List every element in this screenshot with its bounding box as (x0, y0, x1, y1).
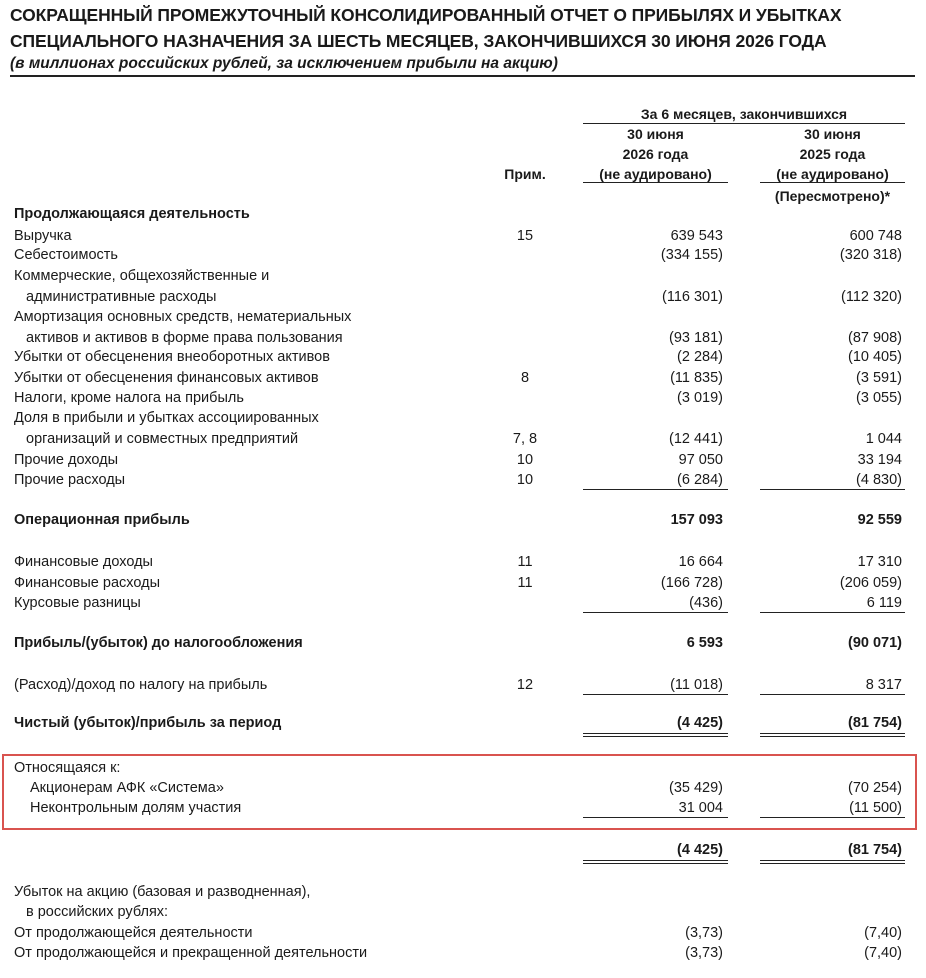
value-2026: (436) (689, 595, 723, 611)
value-2026: (4 425) (677, 842, 723, 858)
value-2026: 97 050 (678, 452, 723, 468)
row-label: Налоги, кроме налога на прибыль (14, 390, 244, 406)
row-label: Себестоимость (14, 247, 118, 263)
table-row (0, 882, 926, 902)
row-note: 11 (517, 575, 533, 591)
column-2025-underline (760, 182, 905, 183)
column-2026-status: (не аудировано) (599, 166, 712, 182)
total-row-attribution (0, 840, 926, 860)
value-2026: (166 728) (660, 575, 723, 591)
value-2026: 6 593 (686, 635, 723, 651)
value-2025: (81 754) (847, 842, 902, 858)
row-label: Коммерческие, общехозяйственные и (14, 268, 270, 284)
subtotal-rule (760, 694, 905, 695)
row-note: 10 (516, 472, 534, 488)
value-2026: (93 181) (668, 330, 723, 346)
table-row (0, 328, 926, 348)
subtotal-rule (760, 489, 905, 490)
value-2026: 157 093 (670, 512, 723, 528)
table-row (0, 266, 926, 286)
double-rule (583, 736, 728, 737)
double-rule (760, 863, 905, 864)
column-2025-date: 30 июня (804, 126, 861, 142)
column-header-2025 (760, 124, 905, 184)
row-label: Неконтрольным долям участия (30, 800, 242, 816)
row-label: Курсовые разницы (14, 595, 141, 611)
value-2025: 600 748 (849, 228, 902, 244)
total-row-profit-before-tax (0, 633, 926, 653)
value-2025: 1 044 (865, 431, 902, 447)
report-subtitle: (в миллионах российских рублей, за исключением прибыли на акцию) (10, 55, 558, 72)
table-row (0, 226, 926, 246)
value-2026: 16 664 (678, 554, 723, 570)
total-row-operating-profit (0, 510, 926, 530)
subtotal-rule (760, 612, 905, 613)
table-row (0, 798, 926, 818)
row-note: 11 (517, 554, 533, 570)
value-2025: (11 500) (849, 800, 902, 816)
row-label: Прибыль/(убыток) до налогообложения (14, 635, 303, 651)
title-divider (10, 75, 915, 77)
subtotal-rule (583, 489, 728, 490)
row-label: Выручка (14, 228, 72, 244)
value-2026: (35 429) (668, 780, 723, 796)
value-2026: (11 018) (670, 677, 723, 693)
value-2025: 33 194 (857, 452, 902, 468)
section-heading-continuing (0, 204, 926, 224)
row-label: Прочие доходы (14, 452, 119, 468)
value-2025: 17 310 (857, 554, 902, 570)
value-2026: (116 301) (662, 289, 723, 305)
value-2026: (11 835) (670, 370, 723, 386)
value-2026: 639 543 (670, 228, 723, 244)
value-2025: (7,40) (864, 925, 902, 941)
column-header-2026 (583, 124, 728, 184)
row-note: 15 (516, 228, 534, 244)
value-2026: (3,73) (685, 925, 723, 941)
table-row (0, 287, 926, 307)
column-2025-year: 2025 года (799, 146, 866, 162)
subtotal-rule (583, 694, 728, 695)
row-label: Относящаяся к: (14, 760, 121, 776)
table-row (0, 429, 926, 449)
row-note: 12 (516, 677, 534, 693)
row-note: 7, 8 (512, 431, 538, 447)
double-rule (583, 860, 728, 861)
row-label: активов и активов в форме права пользования (26, 330, 343, 346)
row-label: организаций и совместных предприятий (26, 431, 299, 447)
value-2025: (81 754) (847, 715, 902, 731)
row-label: административные расходы (26, 289, 217, 305)
double-rule (583, 733, 728, 734)
value-2025: (3 591) (856, 370, 902, 386)
table-row (0, 758, 926, 778)
column-2025-status: (не аудировано) (776, 166, 889, 182)
table-row (0, 923, 926, 943)
column-2026-year: 2026 года (622, 146, 689, 162)
value-2026: (6 284) (677, 472, 723, 488)
row-label: Чистый (убыток)/прибыль за период (14, 715, 282, 731)
row-label: Прочие расходы (14, 472, 126, 488)
row-note: 8 (520, 370, 530, 386)
row-note: 10 (516, 452, 534, 468)
value-2025: (3 055) (856, 390, 902, 406)
row-label: (Расход)/доход по налогу на прибыль (14, 677, 268, 693)
value-2025: (4 830) (856, 472, 902, 488)
double-rule (583, 863, 728, 864)
subtotal-rule (760, 817, 905, 818)
value-2025: 6 119 (866, 595, 902, 611)
value-2026: (334 155) (660, 247, 723, 263)
value-2026: (4 425) (677, 715, 723, 731)
table-row (0, 388, 926, 408)
period-header: За 6 месяцев, закончившихся (640, 106, 848, 122)
title-line-2: СПЕЦИАЛЬНОГО НАЗНАЧЕНИЯ ЗА ШЕСТЬ МЕСЯЦЕВ, ЗАКОНЧИВШИХСЯ 30 ИЮНЯ 2026 ГОДА (10, 31, 827, 51)
column-2026-date: 30 июня (627, 126, 684, 142)
value-2026: (3,73) (685, 945, 723, 961)
table-row (0, 902, 926, 922)
note-column-header: Прим. (504, 166, 546, 182)
table-row (0, 307, 926, 327)
total-row-net-result (0, 713, 926, 733)
value-2025: (206 059) (839, 575, 902, 591)
row-label: От продолжающейся деятельности (14, 925, 253, 941)
row-label: Акционерам АФК «Система» (30, 780, 224, 796)
value-2025: (112 320) (841, 289, 902, 305)
report-title (10, 2, 910, 54)
value-2026: (2 284) (677, 349, 723, 365)
row-label: Убытки от обесценения финансовых активов (14, 370, 319, 386)
double-rule (760, 736, 905, 737)
row-label: Убыток на акцию (базовая и разводненная), (14, 884, 311, 900)
table-row (0, 368, 926, 388)
column-2026-underline (583, 182, 728, 183)
table-row (0, 245, 926, 265)
subtotal-rule (583, 817, 728, 818)
value-2025: 92 559 (857, 512, 902, 528)
table-row (0, 778, 926, 798)
row-label: Финансовые расходы (14, 575, 160, 591)
table-row (0, 593, 926, 613)
row-label: Операционная прибыль (14, 512, 190, 528)
row-label: Убытки от обесценения внеоборотных активов (14, 349, 330, 365)
row-label: От продолжающейся и прекращенной деятельности (14, 945, 368, 961)
value-2025: (320 318) (839, 247, 902, 263)
table-row (0, 573, 926, 593)
table-row (0, 408, 926, 428)
row-label: Доля в прибыли и убытках ассоциированных (14, 410, 319, 426)
table-row (0, 347, 926, 367)
table-row (0, 675, 926, 695)
revised-label: (Пересмотрено)* (774, 188, 891, 204)
table-row (0, 450, 926, 470)
value-2025: (87 908) (847, 330, 902, 346)
table-row (0, 470, 926, 490)
value-2025: (10 405) (847, 349, 902, 365)
row-label: Финансовые доходы (14, 554, 153, 570)
row-label: в российских рублях: (26, 904, 169, 920)
row-label: Продолжающаяся деятельность (14, 206, 250, 222)
value-2025: (70 254) (847, 780, 902, 796)
table-row (0, 552, 926, 572)
table-row (0, 943, 926, 963)
value-2026: (3 019) (677, 390, 723, 406)
value-2026: (12 441) (668, 431, 723, 447)
double-rule (760, 860, 905, 861)
row-label: Амортизация основных средств, нематериальных (14, 309, 352, 325)
title-line-1: СОКРАЩЕННЫЙ ПРОМЕЖУТОЧНЫЙ КОНСОЛИДИРОВАННЫЙ ОТЧЕТ О ПРИБЫЛЯХ И УБЫТКАХ (10, 5, 842, 25)
value-2025: 8 317 (865, 677, 902, 693)
value-2025: (7,40) (864, 945, 902, 961)
value-2025: (90 071) (847, 635, 902, 651)
double-rule (760, 733, 905, 734)
subtotal-rule (583, 612, 728, 613)
value-2026: 31 004 (678, 800, 723, 816)
